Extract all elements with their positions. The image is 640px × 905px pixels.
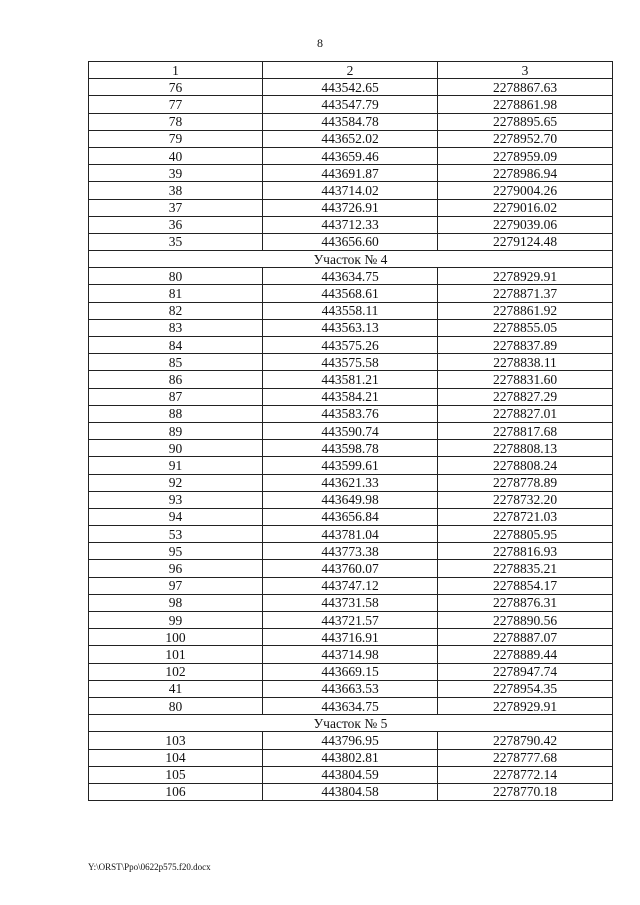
point-number-cell: 101 [89,646,263,663]
point-number-cell: 98 [89,594,263,611]
y-coordinate-cell: 2278889.44 [438,646,613,663]
x-coordinate-cell: 443804.58 [263,783,438,800]
point-number-cell: 83 [89,319,263,336]
point-number-cell: 95 [89,543,263,560]
y-coordinate-cell: 2278854.17 [438,577,613,594]
x-coordinate-cell: 443634.75 [263,268,438,285]
x-coordinate-cell: 443669.15 [263,663,438,680]
x-coordinate-cell: 443590.74 [263,422,438,439]
point-number-cell: 91 [89,457,263,474]
point-number-cell: 80 [89,268,263,285]
table-row [89,96,613,113]
point-number-cell: 37 [89,199,263,216]
x-coordinate-cell: 443599.61 [263,457,438,474]
table-row [89,508,613,525]
point-number-cell: 76 [89,79,263,96]
x-coordinate-cell: 443563.13 [263,319,438,336]
x-coordinate-cell: 443716.91 [263,629,438,646]
y-coordinate-cell: 2278721.03 [438,508,613,525]
table-row [89,629,613,646]
y-coordinate-cell: 2278861.98 [438,96,613,113]
x-coordinate-cell: 443634.75 [263,697,438,714]
y-coordinate-cell: 2278895.65 [438,113,613,130]
table-row [89,371,613,388]
y-coordinate-cell: 2278816.93 [438,543,613,560]
x-coordinate-cell: 443781.04 [263,526,438,543]
x-coordinate-cell: 443712.33 [263,216,438,233]
point-number-cell: 88 [89,405,263,422]
point-number-cell: 35 [89,233,263,250]
y-coordinate-cell: 2278827.01 [438,405,613,422]
y-coordinate-cell: 2279124.48 [438,233,613,250]
table-row [89,337,613,354]
table-row [89,732,613,749]
point-number-cell: 97 [89,577,263,594]
table-row [89,285,613,302]
point-number-cell: 79 [89,130,263,147]
x-coordinate-cell: 443760.07 [263,560,438,577]
point-number-cell: 85 [89,354,263,371]
point-number-cell: 89 [89,422,263,439]
y-coordinate-cell: 2278732.20 [438,491,613,508]
x-coordinate-cell: 443721.57 [263,612,438,629]
point-number-cell: 78 [89,113,263,130]
y-coordinate-cell: 2278838.11 [438,354,613,371]
x-coordinate-cell: 443804.59 [263,766,438,783]
y-coordinate-cell: 2278954.35 [438,680,613,697]
x-coordinate-cell: 443731.58 [263,594,438,611]
y-coordinate-cell: 2278929.91 [438,268,613,285]
point-number-cell: 84 [89,337,263,354]
x-coordinate-cell: 443542.65 [263,79,438,96]
y-coordinate-cell: 2278887.07 [438,629,613,646]
x-coordinate-cell: 443747.12 [263,577,438,594]
table-row [89,216,613,233]
point-number-cell: 106 [89,783,263,800]
x-coordinate-cell: 443649.98 [263,491,438,508]
x-coordinate-cell: 443584.21 [263,388,438,405]
point-number-cell: 99 [89,612,263,629]
x-coordinate-cell: 443714.02 [263,182,438,199]
y-coordinate-cell: 2278861.92 [438,302,613,319]
point-number-cell: 102 [89,663,263,680]
x-coordinate-cell: 443796.95 [263,732,438,749]
x-coordinate-cell: 443575.58 [263,354,438,371]
footer-file-path: Y:\ORST\Ppo\0622p575.f20.docx [88,862,211,872]
point-number-cell: 103 [89,732,263,749]
y-coordinate-cell: 2278959.09 [438,147,613,164]
y-coordinate-cell: 2279016.02 [438,199,613,216]
y-coordinate-cell: 2278947.74 [438,663,613,680]
table-row [89,749,613,766]
point-number-cell: 40 [89,147,263,164]
x-coordinate-cell: 443663.53 [263,680,438,697]
table-row [89,147,613,164]
y-coordinate-cell: 2279004.26 [438,182,613,199]
y-coordinate-cell: 2278890.56 [438,612,613,629]
table-row [89,268,613,285]
point-number-cell: 39 [89,165,263,182]
point-number-cell: 86 [89,371,263,388]
point-number-cell: 92 [89,474,263,491]
table-row [89,233,613,250]
y-coordinate-cell: 2278808.13 [438,440,613,457]
x-coordinate-cell: 443598.78 [263,440,438,457]
point-number-cell: 82 [89,302,263,319]
y-coordinate-cell: 2278777.68 [438,749,613,766]
y-coordinate-cell: 2278772.14 [438,766,613,783]
point-number-cell: 105 [89,766,263,783]
x-coordinate-cell: 443656.84 [263,508,438,525]
x-coordinate-cell: 443584.78 [263,113,438,130]
table-row [89,526,613,543]
table-body [89,79,613,801]
table-row [89,440,613,457]
coordinates-table [88,61,613,801]
x-coordinate-cell: 443726.91 [263,199,438,216]
x-coordinate-cell: 443691.87 [263,165,438,182]
table-row [89,474,613,491]
point-number-cell: 38 [89,182,263,199]
table-row [89,388,613,405]
table-row [89,302,613,319]
point-number-cell: 53 [89,526,263,543]
y-coordinate-cell: 2279039.06 [438,216,613,233]
point-number-cell: 93 [89,491,263,508]
table-row [89,766,613,783]
point-number-cell: 80 [89,697,263,714]
point-number-cell: 36 [89,216,263,233]
table-row [89,79,613,96]
point-number-cell: 77 [89,96,263,113]
y-coordinate-cell: 2278876.31 [438,594,613,611]
y-coordinate-cell: 2278871.37 [438,285,613,302]
table-header-row [89,62,613,79]
y-coordinate-cell: 2278855.05 [438,319,613,336]
table-row [89,319,613,336]
point-number-cell: 104 [89,749,263,766]
table-row [89,182,613,199]
section-row [89,251,613,268]
table-row [89,199,613,216]
y-coordinate-cell: 2278986.94 [438,165,613,182]
section-row [89,715,613,732]
table-row [89,543,613,560]
x-coordinate-cell: 443621.33 [263,474,438,491]
table-row [89,697,613,714]
table-row [89,422,613,439]
y-coordinate-cell: 2278867.63 [438,79,613,96]
x-coordinate-cell: 443575.26 [263,337,438,354]
x-coordinate-cell: 443547.79 [263,96,438,113]
table-row [89,165,613,182]
x-coordinate-cell: 443568.61 [263,285,438,302]
point-number-cell: 96 [89,560,263,577]
y-coordinate-cell: 2278808.24 [438,457,613,474]
point-number-cell: 81 [89,285,263,302]
table-row [89,612,613,629]
y-coordinate-cell: 2278835.21 [438,560,613,577]
page-number: 8 [317,36,323,50]
column-header: 2 [263,62,438,79]
y-coordinate-cell: 2278929.91 [438,697,613,714]
table-row [89,491,613,508]
section-title: Участок № 4 [89,251,613,268]
y-coordinate-cell: 2278837.89 [438,337,613,354]
table-row [89,577,613,594]
table-row [89,113,613,130]
x-coordinate-cell: 443802.81 [263,749,438,766]
x-coordinate-cell: 443652.02 [263,130,438,147]
y-coordinate-cell: 2278770.18 [438,783,613,800]
x-coordinate-cell: 443581.21 [263,371,438,388]
table-row [89,594,613,611]
x-coordinate-cell: 443714.98 [263,646,438,663]
point-number-cell: 90 [89,440,263,457]
table-row [89,354,613,371]
x-coordinate-cell: 443656.60 [263,233,438,250]
table-row [89,663,613,680]
x-coordinate-cell: 443659.46 [263,147,438,164]
table-row [89,783,613,800]
y-coordinate-cell: 2278827.29 [438,388,613,405]
x-coordinate-cell: 443773.38 [263,543,438,560]
y-coordinate-cell: 2278831.60 [438,371,613,388]
y-coordinate-cell: 2278952.70 [438,130,613,147]
y-coordinate-cell: 2278817.68 [438,422,613,439]
point-number-cell: 94 [89,508,263,525]
table-row [89,680,613,697]
table-row [89,130,613,147]
table-row [89,405,613,422]
point-number-cell: 41 [89,680,263,697]
table-row [89,457,613,474]
column-header: 3 [438,62,613,79]
point-number-cell: 87 [89,388,263,405]
x-coordinate-cell: 443558.11 [263,302,438,319]
y-coordinate-cell: 2278790.42 [438,732,613,749]
point-number-cell: 100 [89,629,263,646]
table-row [89,560,613,577]
x-coordinate-cell: 443583.76 [263,405,438,422]
y-coordinate-cell: 2278805.95 [438,526,613,543]
y-coordinate-cell: 2278778.89 [438,474,613,491]
table-row [89,646,613,663]
column-header: 1 [89,62,263,79]
section-title: Участок № 5 [89,715,613,732]
